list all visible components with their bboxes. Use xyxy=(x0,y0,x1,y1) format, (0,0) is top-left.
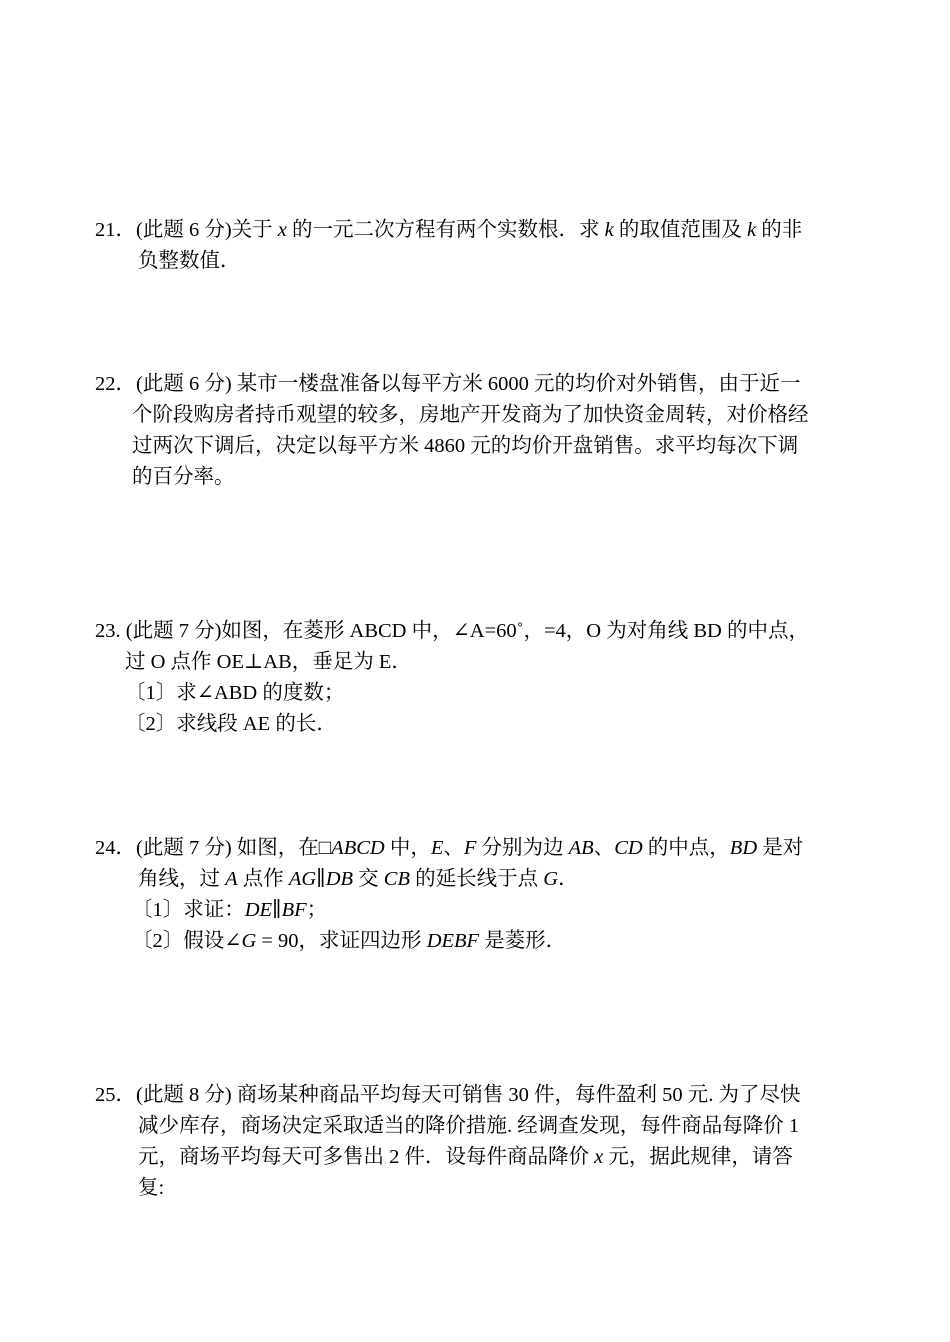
q23-line-2: 过 O 点作 OE⊥AB，垂足为 E． xyxy=(125,651,412,673)
q21-line-2: 负整数值． xyxy=(138,250,241,272)
q22-line-3: 过两次下调后，决定以每平方米 4860 元的均价开盘销售。求平均每次下调 xyxy=(132,435,799,457)
question-21 xyxy=(95,215,865,277)
q24-part-2: 〔2〕假设∠G = 90，求证四边形 DEBF 是菱形． xyxy=(132,930,567,952)
q24-line-1: 24．(此题 7 分) 如图，在□ABCD 中，E、F 分别为边 AB、CD 的中点，BD 是对 xyxy=(95,837,804,859)
q23-part-1: 〔1〕求∠ABD 的度数； xyxy=(125,682,345,704)
q23-line-1: 23. (此题 7 分)如图，在菱形 ABCD 中，∠A=60˚，=4，O 为对角线 BD 的中点， xyxy=(95,620,809,642)
q25-line-2: 减少库存，商场决定采取适当的降价措施. 经调查发现，每件商品每降价 1 xyxy=(138,1115,800,1137)
q25-line-4: 复: xyxy=(138,1177,165,1199)
q24-line-2: 角线，过 A 点作 AG∥DB 交 CB 的延长线于点 G． xyxy=(138,868,579,890)
q23-part-2: 〔2〕求线段 AE 的长． xyxy=(125,713,337,735)
question-22 xyxy=(95,369,865,493)
q25-line-3: 元，商场平均每天可多售出 2 件．设每件商品降价 x 元，据此规律，请答 xyxy=(138,1146,793,1168)
question-24 xyxy=(95,833,865,957)
q21-line-1: 21．(此题 6 分)关于 x 的一元二次方程有两个实数根．求 k 的取值范围及 k 的非 xyxy=(95,219,803,241)
q25-line-1: 25．(此题 8 分) 商场某种商品平均每天可销售 30 件，每件盈利 50 元. 为了尽快 xyxy=(95,1084,801,1106)
question-23 xyxy=(95,616,865,740)
question-25 xyxy=(95,1080,865,1204)
q22-line-4: 的百分率。 xyxy=(132,466,235,488)
q22-line-1: 22．(此题 6 分) 某市一楼盘准备以每平方米 6000 元的均价对外销售，由于近一 xyxy=(95,373,801,395)
q22-line-2: 个阶段购房者持币观望的较多，房地产开发商为了加快资金周转，对价格经 xyxy=(132,404,809,426)
q24-part-1: 〔1〕求证：DE∥BF； xyxy=(132,899,328,921)
